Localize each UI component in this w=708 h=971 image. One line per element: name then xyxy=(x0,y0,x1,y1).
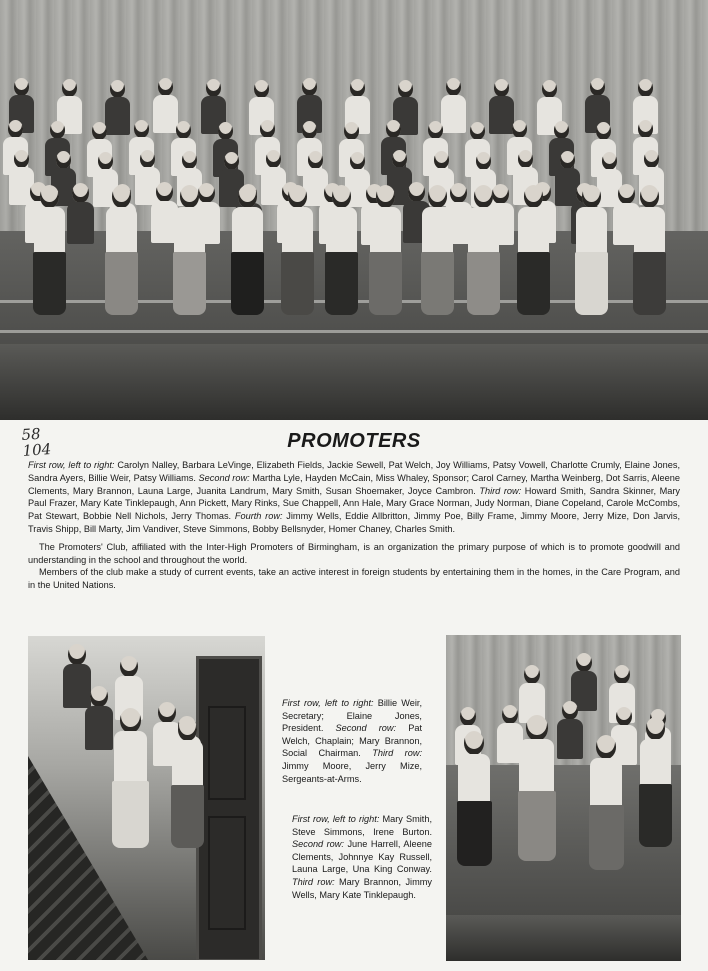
person-head xyxy=(72,183,89,203)
person-head xyxy=(158,702,176,723)
person-body xyxy=(282,207,313,255)
person-head xyxy=(502,705,518,724)
person-head xyxy=(576,653,592,672)
person-head xyxy=(640,185,659,208)
person-head xyxy=(464,731,484,755)
row-label: Fourth row: xyxy=(234,511,283,522)
person-skirt xyxy=(173,252,207,314)
handwritten-number: 58 xyxy=(20,424,42,444)
person-body xyxy=(106,207,137,255)
person-head xyxy=(614,665,630,684)
club-description xyxy=(28,541,680,591)
caption-text: Billie Weir, Secretary; Elaine Jones, President. xyxy=(282,698,422,734)
person-head xyxy=(596,735,616,759)
caption-label: Third row: xyxy=(372,748,423,759)
caption-text: Jimmy Moore, Jerry Mize, Sergeants-at-Arms. xyxy=(282,760,422,784)
person-head xyxy=(562,701,578,720)
description-paragraph: The Promoters' Club, affiliated with the Inter-High Promoters of Birmingham, is an organization the primary purpose of which is to promote goodwill and understanding in the school and throughout the world. xyxy=(28,542,680,565)
person-skirt xyxy=(112,781,148,849)
person-body xyxy=(105,97,130,135)
person-head xyxy=(376,185,395,208)
person-skirt xyxy=(171,785,205,847)
person-body xyxy=(640,739,671,787)
handwritten-number: 104 xyxy=(21,440,52,460)
row-names: Martha Lyle, Hayden McCain, Miss Whaley, Sponsor; Carol Carney, Martha Weinberg, Dot Sarris, Aleene Clements, Mary Brannon, Launa Large, Juanita Landrum, Mary Smith, Susan Shoemaker, Joyce Cambron. xyxy=(28,472,680,496)
person-head xyxy=(180,185,199,208)
person-skirt xyxy=(369,252,403,314)
caption-label: First row, left to right: xyxy=(292,814,380,824)
person-head xyxy=(646,717,665,740)
person-head xyxy=(238,185,257,208)
person-body xyxy=(67,202,94,244)
person-head xyxy=(288,185,307,208)
stage-floor xyxy=(0,344,708,420)
person-body xyxy=(458,754,491,804)
committee-caption xyxy=(292,813,432,901)
person-head xyxy=(428,185,447,208)
member-list xyxy=(28,459,680,536)
person-skirt xyxy=(589,805,624,870)
person-skirt xyxy=(639,784,673,846)
person-head xyxy=(408,182,425,202)
row-label: Second row: xyxy=(198,472,250,483)
door-panel xyxy=(208,706,246,800)
person-skirt xyxy=(33,252,67,314)
description-paragraph: Members of the club make a study of current events, take an active interest in foreign students by entertaining them in the homes, in the Care Program, and in the United Nations. xyxy=(28,567,680,590)
row-names: Jimmy Wells, Eddie Allbritton, Jimmy Poe, Billy Frame, Jimmy Moore, Jerry Mize, Don Jarvis, Travis Shipp, Bill Marty, Jim Vandiver, Steve Simmons, Bobby Bellsnyder, Homer Chaney, Charles Smith. xyxy=(28,511,680,534)
person-body xyxy=(557,719,583,759)
person-head xyxy=(450,183,467,203)
person-head xyxy=(178,718,197,741)
person-head xyxy=(524,185,543,208)
person-body xyxy=(468,207,499,255)
person-body xyxy=(34,207,65,255)
page-title: PROMOTERS xyxy=(287,430,421,452)
officers-caption xyxy=(282,697,422,785)
person-body xyxy=(114,731,148,783)
person-body xyxy=(63,664,92,708)
row-names: Carolyn Nalley, Barbara LeVinge, Elizabeth Fields, Jackie Sewell, Pat Welch, Joy Williams, Patsy Vowell, Charlotte Crumly, Elaine Jones, Sandra Ayers, Billie Weir, Patsy Williams. xyxy=(28,460,681,483)
person-skirt xyxy=(575,252,609,314)
caption-label: Third row: xyxy=(292,876,335,887)
person-head xyxy=(618,184,635,204)
person-head xyxy=(524,665,540,684)
caption-label: Second row: xyxy=(335,723,397,734)
person-body xyxy=(518,207,549,255)
person-head xyxy=(582,185,601,208)
person-body xyxy=(174,207,205,255)
caption-label: First row, left to right: xyxy=(282,698,374,708)
person-body xyxy=(441,95,466,133)
person-body xyxy=(153,95,178,133)
person-skirt xyxy=(467,252,501,314)
caption-text: Mary Brannon, Jimmy Wells, Mary Kate Tinklepaugh. xyxy=(292,876,432,900)
person-skirt xyxy=(518,791,556,861)
stage-step xyxy=(0,330,708,333)
person-body xyxy=(85,706,114,750)
group-photo xyxy=(0,0,708,420)
person-body xyxy=(576,207,607,255)
person-head xyxy=(112,185,131,208)
committee-photo xyxy=(446,635,681,961)
person-head xyxy=(68,644,86,665)
person-body xyxy=(590,758,623,808)
person-head xyxy=(120,656,138,677)
person-skirt xyxy=(457,801,492,866)
person-head xyxy=(526,715,548,741)
person-body xyxy=(634,207,665,255)
caption-text: Pat Welch, Chaplain; Mary Brannon, Social Chairman. xyxy=(282,723,423,759)
person-head xyxy=(460,707,476,726)
person-head xyxy=(40,185,59,208)
row-label: Third row: xyxy=(479,485,522,496)
stage-floor xyxy=(446,915,681,961)
person-head xyxy=(120,708,141,733)
person-head xyxy=(492,184,509,204)
officers-photo xyxy=(28,636,265,960)
person-body xyxy=(370,207,401,255)
door-panel xyxy=(208,816,246,930)
person-head xyxy=(198,183,215,203)
person-skirt xyxy=(281,252,315,314)
person-body xyxy=(422,207,453,255)
person-skirt xyxy=(325,252,359,314)
person-head xyxy=(156,182,173,202)
person-skirt xyxy=(517,252,551,314)
person-skirt xyxy=(421,252,455,314)
person-head xyxy=(616,707,632,726)
caption-label: Second row: xyxy=(292,839,344,850)
person-head xyxy=(90,686,108,707)
person-body xyxy=(326,207,357,255)
person-body xyxy=(519,739,554,793)
caption-text: June Harrell, Aleene Clements, Johnnye Kay Russell, Launa Large, Una King Conway. xyxy=(292,839,432,875)
person-skirt xyxy=(231,252,265,314)
caption-text: Mary Smith, Steve Simmons, Irene Burton. xyxy=(292,814,433,837)
person-head xyxy=(332,185,351,208)
person-head xyxy=(474,185,493,208)
person-body xyxy=(489,96,514,134)
row-label: First row, left to right: xyxy=(28,460,115,470)
person-body xyxy=(172,740,203,788)
person-skirt xyxy=(105,252,139,314)
person-body xyxy=(232,207,263,255)
row-names: Howard Smith, Sandra Skinner, Mary Paul Frazer, Mary Kate Tinklepaugh, Ann Pickett, Mary Rinks, Sue Chappell, Ann Hale, Mary Grace Norman, Judy Norman, Diane Copeland, Carole McCombs, Pat Stewart, Bobbie Nell Nichols, Jerry Thomas. xyxy=(28,485,680,522)
person-skirt xyxy=(633,252,667,314)
